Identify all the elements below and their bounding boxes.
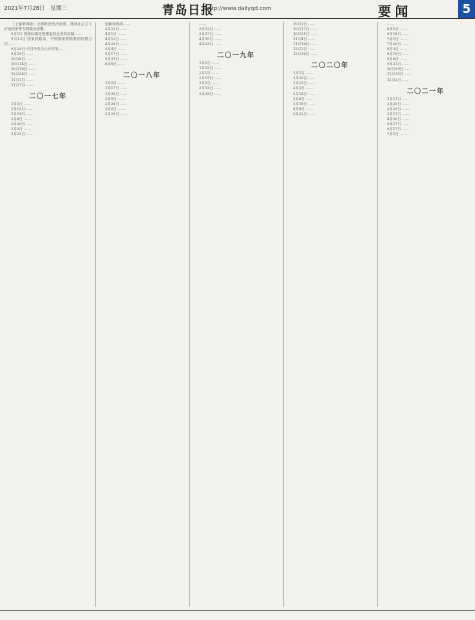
year-heading: 二〇一八年 — [123, 71, 161, 80]
paragraph: 3月15日 …… — [199, 86, 222, 91]
page-header — [0, 0, 475, 19]
site-url[interactable]: http://www.dailyqd.com — [206, 6, 272, 12]
paragraph: 7月1日 …… — [387, 37, 408, 42]
paragraph: 3月12日 …… — [199, 27, 222, 32]
paragraph: 1月30日 …… — [105, 91, 128, 96]
paragraph: 11月7日 …… — [11, 82, 34, 87]
paragraph: 3月5日 …… — [105, 106, 126, 111]
paragraph: 8月3日 …… — [387, 47, 408, 52]
paragraph: 5月31日 …… — [105, 57, 128, 62]
paragraph: 4月30日 …… — [387, 116, 410, 121]
paragraph: 2月25日 …… — [387, 106, 410, 111]
paragraph: 3月28日 …… — [199, 91, 222, 96]
paragraph: 12月1日 …… — [293, 47, 316, 52]
paragraph: 10月31日 …… — [293, 32, 318, 37]
paragraph: 12月16日 …… — [293, 52, 318, 57]
article-column-1 — [4, 22, 92, 602]
paragraph: 10月14日 …… — [11, 62, 36, 67]
article-column-2 — [98, 22, 186, 602]
column-divider — [189, 22, 190, 607]
column-divider — [283, 22, 284, 607]
paragraph: 1月19日 …… — [11, 111, 34, 116]
paragraph: 11月1日 …… — [11, 77, 34, 82]
paragraph: 11月18日 …… — [293, 42, 318, 47]
paragraph: 3月18日 …… — [293, 101, 316, 106]
paragraph: 6月1日 …… — [387, 27, 408, 32]
article-column-5 — [380, 22, 471, 602]
paragraph: 10月18日 …… — [11, 67, 36, 72]
paragraph: 9月13日 国家铁路局、中国国家铁路集团有限公司…… — [4, 37, 92, 47]
paragraph: 9月1日 国家标准化管理委员会发布实施…… — [11, 32, 82, 37]
article-column-3 — [192, 22, 280, 602]
paragraph: 5月22日 …… — [293, 111, 316, 116]
paragraph: （上接第四版）全面推进依法治国、建设社会主义法治国家等方面做出部署。 — [4, 22, 92, 32]
paragraph: 4月23日 …… — [199, 42, 222, 47]
paragraph: 11月15日 …… — [387, 72, 412, 77]
paragraph: 9月22日 …… — [387, 62, 410, 67]
year-heading: 二〇一七年 — [29, 91, 67, 100]
paragraph: 9月8日 …… — [387, 57, 408, 62]
page-number: 5 — [458, 0, 475, 18]
column-divider — [95, 22, 96, 607]
paragraph: 创新和形成…… — [105, 22, 131, 26]
paragraph: 2月26日 …… — [105, 101, 128, 106]
paragraph: 1月2日 …… — [105, 81, 126, 86]
paragraph: …… — [199, 22, 207, 26]
paragraph: 6月8日 …… — [105, 62, 126, 67]
paragraph: 9月29日 …… — [11, 52, 34, 57]
paragraph: 2月20日 …… — [11, 121, 34, 126]
paragraph: 12月2日 …… — [387, 77, 410, 82]
paragraph: 6月17日 …… — [387, 126, 410, 131]
paragraph: 1月11日 …… — [387, 96, 410, 101]
paragraph: 10月24日 …… — [11, 72, 36, 77]
paragraph: 3月5日 …… — [199, 81, 220, 86]
year-heading: 二〇一九年 — [217, 51, 255, 60]
paragraph: 6月18日 …… — [387, 32, 410, 37]
section-title: 要闻 — [378, 5, 413, 20]
paragraph: 7月20日 …… — [387, 42, 410, 47]
paragraph: 5月17日 …… — [105, 52, 128, 57]
paragraph: 4月12日 …… — [105, 37, 128, 42]
paragraph: 3月27日 …… — [199, 32, 222, 37]
paragraph: 10月1日 …… — [293, 22, 316, 26]
paragraph: 2月6日 …… — [11, 116, 32, 121]
paragraph: 10月6日 …… — [11, 57, 34, 62]
paragraph: 1月20日 …… — [293, 76, 316, 81]
paragraph: 1月1日 …… — [293, 71, 314, 76]
paragraph: 10月29日 …… — [387, 67, 412, 72]
paragraph: 9月20日 中共中央办公厅印发…… — [11, 47, 66, 52]
paragraph: 3月6日 …… — [293, 96, 314, 101]
paragraph: 3月22日 …… — [11, 131, 34, 136]
paragraph: 2月9日 …… — [105, 96, 126, 101]
paragraph: 5月27日 …… — [387, 121, 410, 126]
paragraph: 4月8日 …… — [293, 106, 314, 111]
issue-date: 2021年7月28日 星期三 — [4, 6, 67, 12]
paragraph: 2月1日 …… — [199, 71, 220, 76]
paragraph: 5月4日 …… — [105, 47, 126, 52]
paragraph: 3月22日 …… — [105, 27, 128, 32]
paragraph: 3月5日 …… — [11, 126, 32, 131]
paragraph: 3月20日 …… — [105, 111, 128, 116]
column-divider — [377, 22, 378, 607]
paragraph: 10月17日 …… — [293, 27, 318, 32]
paragraph: 4月10日 …… — [199, 37, 222, 42]
paragraph: 11月4日 …… — [293, 37, 316, 42]
paragraph: 4月1日 …… — [105, 32, 126, 37]
paragraph: 4月20日 …… — [105, 42, 128, 47]
paragraph: 1月1日 …… — [199, 61, 220, 66]
paragraph: 1月15日 …… — [199, 66, 222, 71]
paragraph: 2月19日 …… — [199, 76, 222, 81]
paragraph: 7月1日 …… — [387, 131, 408, 136]
paragraph: 1月23日 …… — [293, 81, 316, 86]
paragraph: 2月20日 …… — [387, 101, 410, 106]
paragraph: 1月12日 …… — [11, 106, 34, 111]
paragraph: 2月3日 …… — [293, 86, 314, 91]
paragraph: 2月14日 …… — [293, 91, 316, 96]
paragraph: 1月5日 …… — [11, 101, 32, 106]
paragraph: 1月17日 …… — [105, 86, 128, 91]
year-heading: 二〇二一年 — [406, 86, 445, 95]
paragraph: …… — [387, 22, 395, 26]
paragraph: 3月11日 …… — [387, 111, 410, 116]
newspaper-logo: 青岛日报 — [162, 3, 215, 17]
paragraph: 8月19日 …… — [387, 52, 410, 57]
article-column-4 — [286, 22, 374, 602]
year-heading: 二〇二〇年 — [311, 61, 349, 70]
page-footer — [0, 610, 475, 620]
